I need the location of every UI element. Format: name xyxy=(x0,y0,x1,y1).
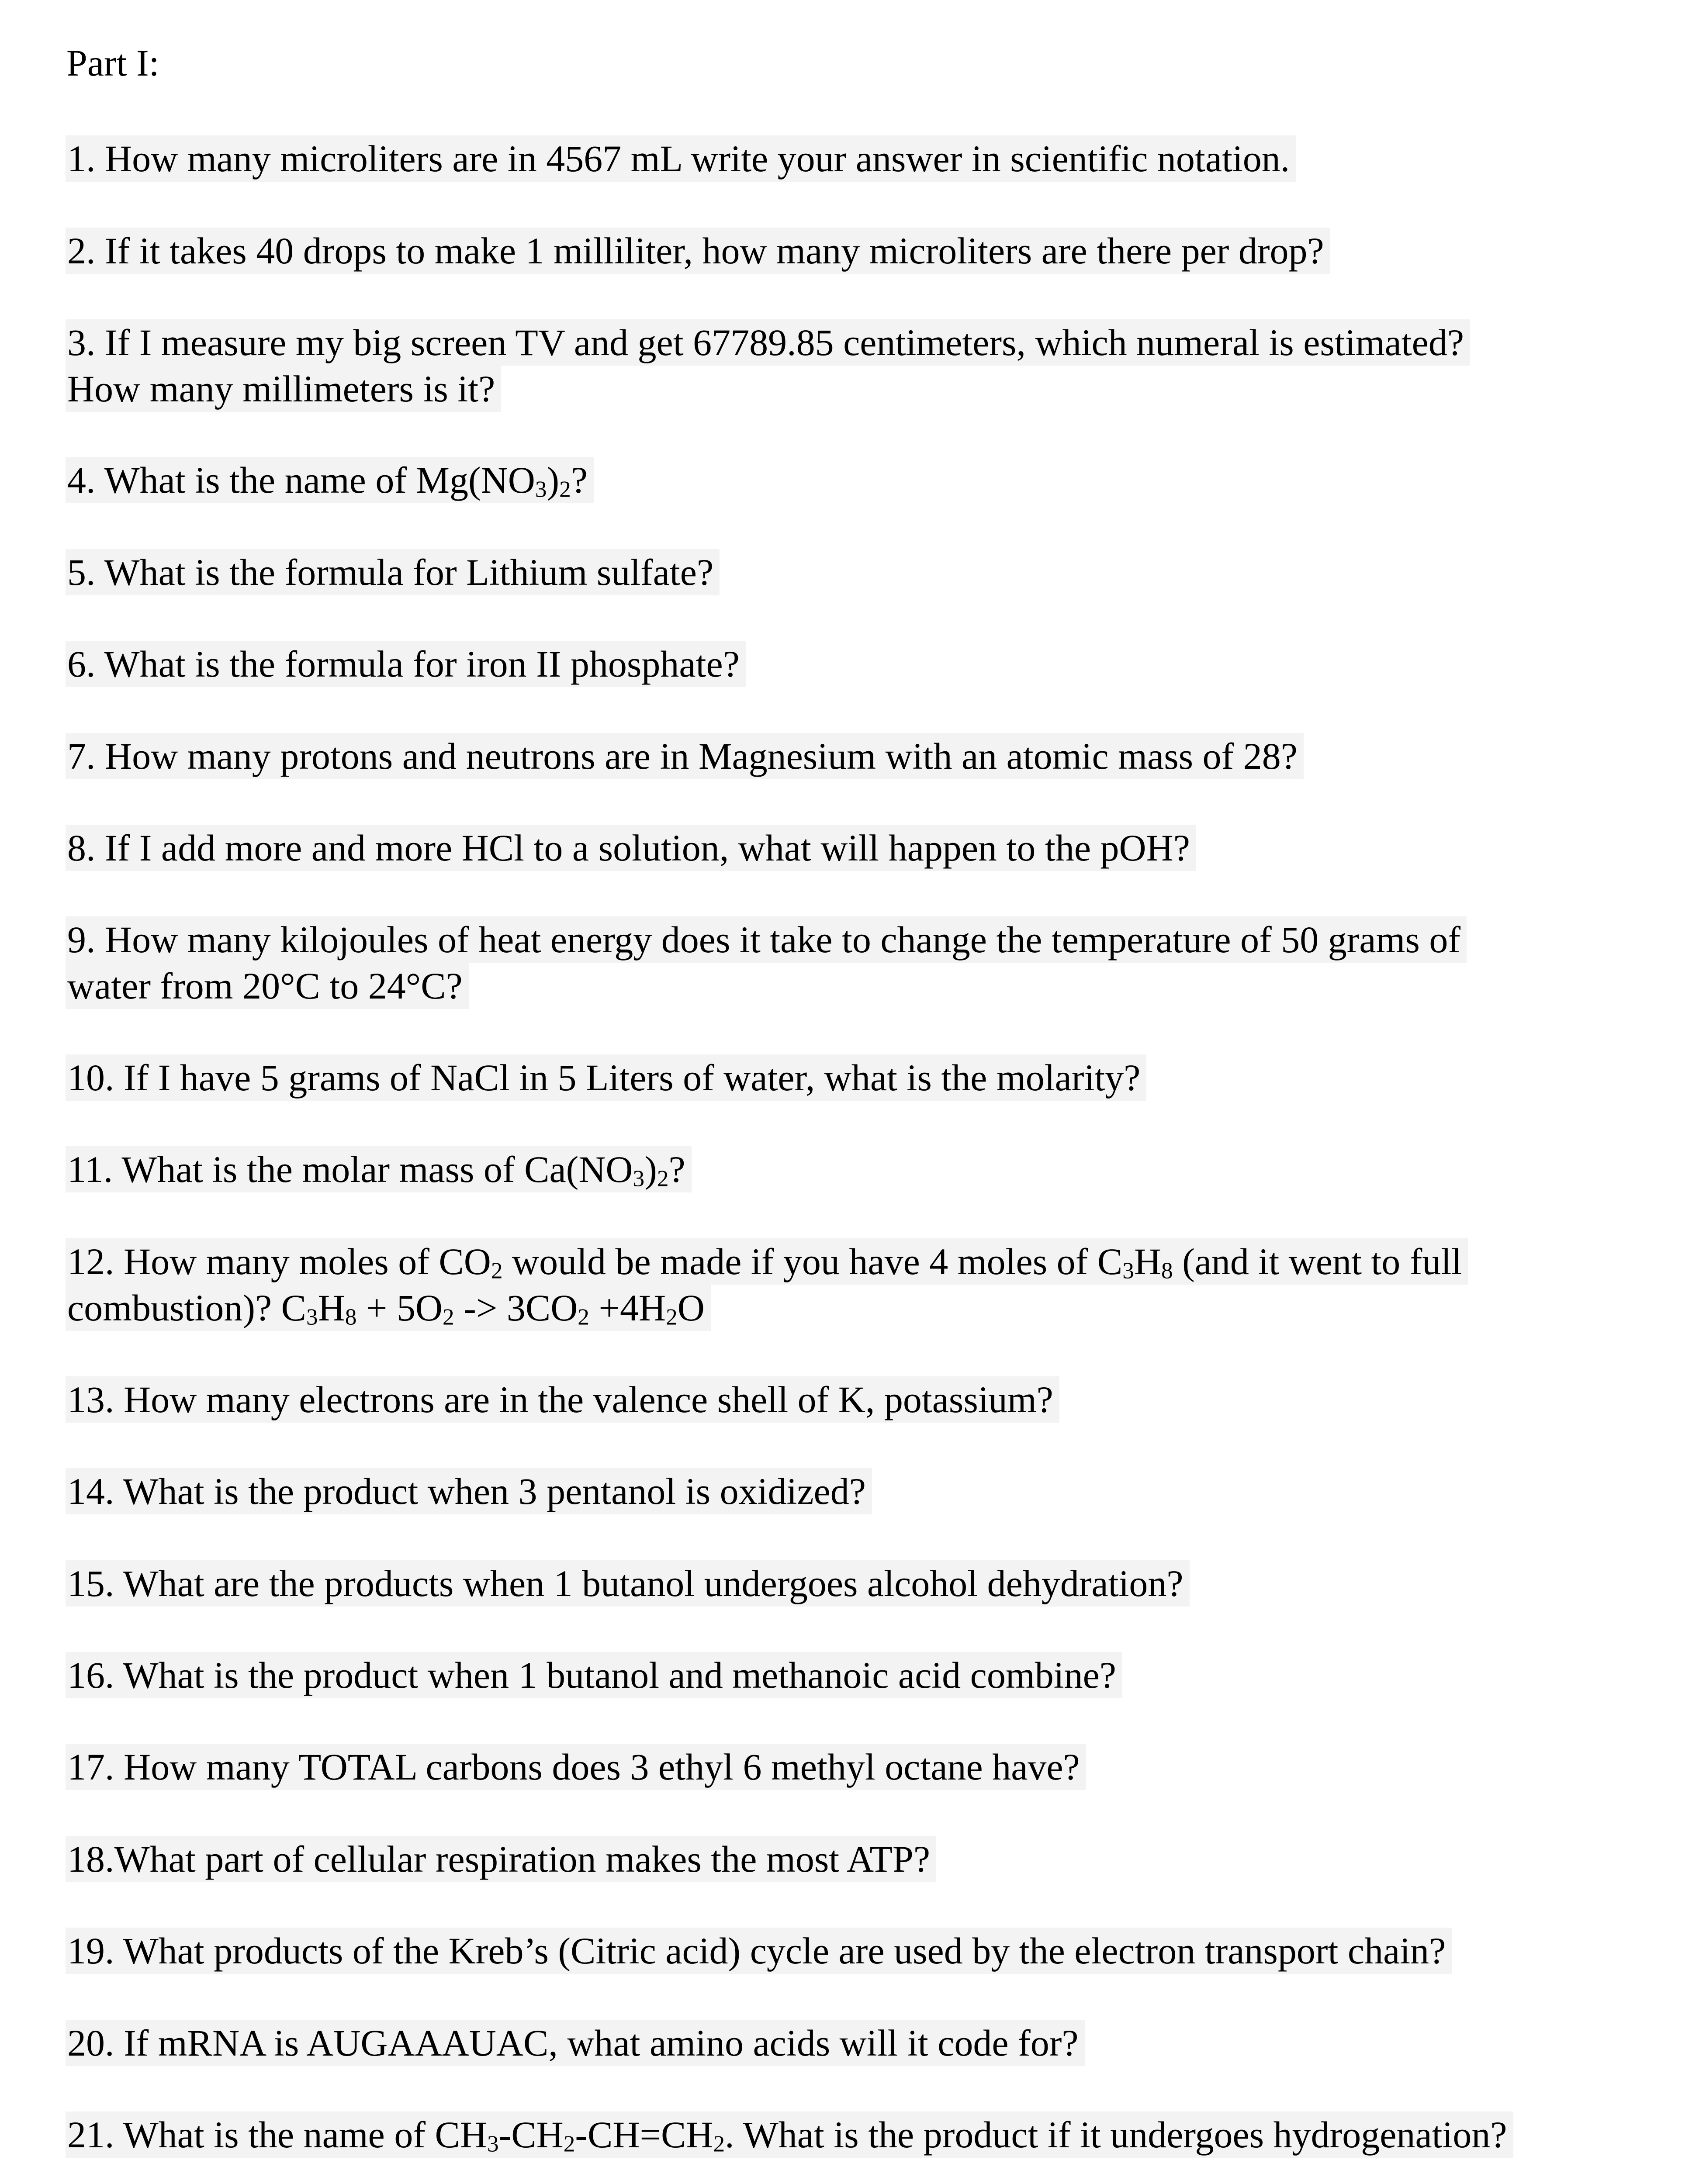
question-12-part: -> 3CO xyxy=(454,1287,578,1329)
question-15 xyxy=(66,1560,1190,1607)
question-4-part: ) xyxy=(547,459,560,501)
question-16 xyxy=(66,1652,1122,1698)
question-12-line-1 xyxy=(66,1238,1468,1285)
question-12-part: combustion)? C xyxy=(67,1287,306,1329)
question-21-text xyxy=(66,2111,1513,2158)
question-3-line-2: How many millimeters is it? xyxy=(66,366,501,412)
question-9 xyxy=(66,916,1467,1009)
question-12-part: 12. How many moles of CO xyxy=(67,1241,491,1282)
question-21 xyxy=(66,2111,1513,2158)
subscript: 2 xyxy=(559,476,571,502)
question-6 xyxy=(66,641,746,687)
subscript: 2 xyxy=(443,1303,454,1330)
question-12-part: O xyxy=(677,1287,705,1329)
question-12-part: + 5O xyxy=(356,1287,443,1329)
question-17 xyxy=(66,1744,1086,1790)
question-12-line-2 xyxy=(66,1285,711,1331)
question-8 xyxy=(66,825,1196,871)
subscript: 3 xyxy=(306,1303,318,1330)
subscript: 8 xyxy=(345,1303,357,1330)
question-11-text xyxy=(66,1146,692,1192)
question-18 xyxy=(66,1836,936,1882)
subscript: 2 xyxy=(666,1303,678,1330)
question-14-text: 14. What is the product when 3 pentanol is oxidized? xyxy=(66,1468,872,1514)
question-13-text: 13. How many electrons are in the valence shell of K, potassium? xyxy=(66,1376,1059,1423)
question-21-part: -CH=CH xyxy=(575,2114,713,2156)
question-4-part: 4. What is the name of Mg(NO xyxy=(67,459,535,501)
question-12-part: +4H xyxy=(589,1287,666,1329)
question-15-text: 15. What are the products when 1 butanol undergoes alcohol dehydration? xyxy=(66,1560,1190,1607)
question-17-text: 17. How many TOTAL carbons does 3 ethyl 6 methyl octane have? xyxy=(66,1744,1086,1790)
question-2 xyxy=(66,228,1330,274)
subscript: 2 xyxy=(563,2130,575,2157)
question-18-text: 18.What part of cellular respiration makes the most ATP? xyxy=(66,1836,936,1882)
question-11-part: ? xyxy=(668,1148,685,1190)
question-10-text: 10. If I have 5 grams of NaCl in 5 Liters of water, what is the molarity? xyxy=(66,1054,1146,1101)
part-heading: Part I: xyxy=(66,42,159,84)
question-12-part: would be made if you have 4 moles of C xyxy=(502,1241,1123,1282)
question-5-text: 5. What is the formula for Lithium sulfate? xyxy=(66,549,720,595)
question-3 xyxy=(66,319,1470,412)
question-9-line-2: water from 20°C to 24°C? xyxy=(66,963,469,1009)
subscript: 3 xyxy=(535,476,547,502)
subscript: 2 xyxy=(657,1165,669,1192)
question-12-part: H xyxy=(318,1287,345,1329)
question-13 xyxy=(66,1376,1059,1423)
question-6-text: 6. What is the formula for iron II phosphate? xyxy=(66,641,746,687)
question-21-part: . What is the product if it undergoes hydrogenation? xyxy=(725,2114,1507,2156)
question-4 xyxy=(66,457,594,503)
question-4-part: ? xyxy=(571,459,588,501)
question-3-line-1: 3. If I measure my big screen TV and get 67789.85 centimeters, which numeral is estimated? xyxy=(66,319,1470,366)
question-21-part: 21. What is the name of CH xyxy=(67,2114,487,2156)
subscript: 2 xyxy=(713,2130,725,2157)
subscript: 2 xyxy=(491,1257,503,1284)
subscript: 3 xyxy=(1122,1257,1134,1284)
question-10 xyxy=(66,1054,1146,1101)
subscript: 3 xyxy=(633,1165,645,1192)
subscript: 3 xyxy=(487,2130,499,2157)
question-1-text: 1. How many microliters are in 4567 mL write your answer in scientific notation. xyxy=(66,135,1296,182)
question-11-part: 11. What is the molar mass of Ca(NO xyxy=(67,1148,633,1190)
question-19-text: 19. What products of the Kreb’s (Citric acid) cycle are used by the electron transport chain? xyxy=(66,1928,1452,1974)
question-19 xyxy=(66,1928,1452,1974)
question-20 xyxy=(66,2020,1085,2066)
question-12 xyxy=(66,1238,1468,1331)
question-16-text: 16. What is the product when 1 butanol and methanoic acid combine? xyxy=(66,1652,1122,1698)
question-4-text xyxy=(66,457,594,503)
question-7-text: 7. How many protons and neutrons are in Magnesium with an atomic mass of 28? xyxy=(66,733,1304,779)
subscript: 2 xyxy=(578,1303,589,1330)
question-12-part: H xyxy=(1134,1241,1161,1282)
question-9-line-1: 9. How many kilojoules of heat energy does it take to change the temperature of 50 grams of xyxy=(66,916,1467,963)
question-8-text: 8. If I add more and more HCl to a solution, what will happen to the pOH? xyxy=(66,825,1196,871)
question-7 xyxy=(66,733,1304,779)
question-2-text: 2. If it takes 40 drops to make 1 milliliter, how many microliters are there per drop? xyxy=(66,228,1330,274)
question-11-part: ) xyxy=(644,1148,657,1190)
question-21-part: -CH xyxy=(498,2114,564,2156)
question-5 xyxy=(66,549,720,595)
subscript: 8 xyxy=(1161,1257,1173,1284)
question-1 xyxy=(66,135,1296,182)
question-12-part: (and it went to full xyxy=(1173,1241,1462,1282)
question-11 xyxy=(66,1146,692,1192)
question-20-text: 20. If mRNA is AUGAAAUAC, what amino acids will it code for? xyxy=(66,2020,1085,2066)
question-14 xyxy=(66,1468,872,1514)
